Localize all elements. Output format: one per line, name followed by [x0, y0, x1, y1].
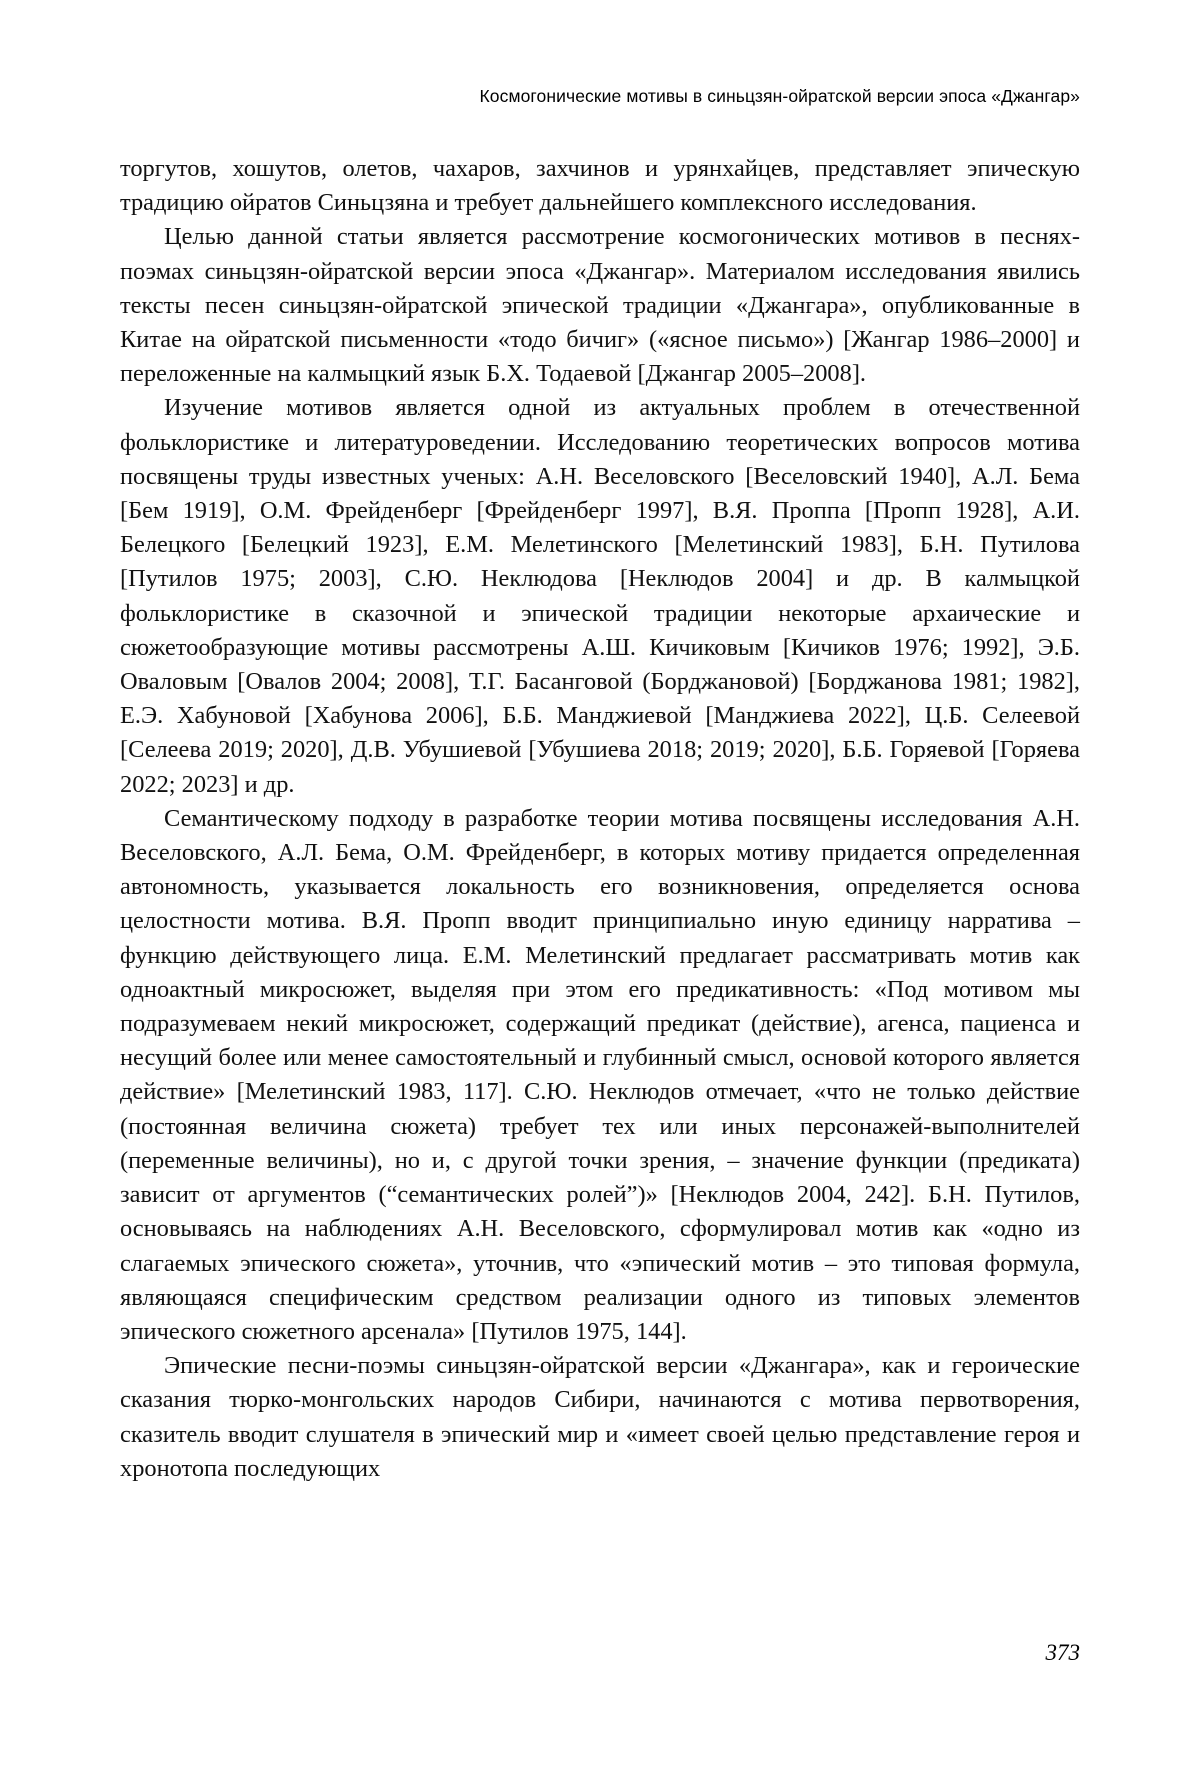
body-text — [120, 152, 1080, 1486]
paragraph: Целью данной статьи является рассмотрение космогонических мотивов в песнях-поэмах синьцзян-ойратской версии эпоса «Джангар». Материалом исследования явились тексты песен синьцзян-ойратской эпической традиции «Джангара», опубликованные в Китае на ойратской письменности «тодо бичиг» («ясное письмо») [Жангар 1986–2000] и переложенные на калмыцкий язык Б.Х. Тодаевой [Джангар 2005–2008]. — [120, 223, 1080, 388]
page-number: 373 — [1045, 1640, 1080, 1665]
paragraph: торгутов, хошутов, олетов, чахаров, захчинов и урянхайцев, представляет эпическую традицию ойратов Синьцзяна и требует дальнейшего комплексного исследования. — [120, 155, 1080, 217]
paragraph: Изучение мотивов является одной из актуальных проблем в отечественной фольклористике и литературоведении. Исследованию теоретических вопросов мотива посвящены труды известных ученых: А.Н. Веселовского [Веселовский 1940], А.Л. Бема [Бем 1919], О.М. Фрейденберг [Фрейденберг 1997], В.Я. Проппа [Пропп 1928], А.И. Белецкого [Белецкий 1923], Е.М. Мелетинского [Мелетинский 1983], Б.Н. Путилова [Путилов 1975; 2003], С.Ю. Неклюдова [Неклюдов 2004] и др. В калмыцкой фольклористике в сказочной и эпической традиции некоторые архаические и сюжетообразующие мотивы рассмотрены А.Ш. Кичиковым [Кичиков 1976; 1992], Э.Б. Оваловым [Овалов 2004; 2008], Т.Г. Басанговой (Борджановой) [Борджанова 1981; 1982], Е.Э. Хабуновой [Хабунова 2006], Б.Б. Манджиевой [Манджиева 2022], Ц.Б. Селеевой [Селеева 2019; 2020], Д.В. Убушиевой [Убушиева 2018; 2019; 2020], Б.Б. Горяевой [Горяева 2022; 2023] и др. — [120, 394, 1080, 798]
paragraph: Эпические песни-поэмы синьцзян-ойратской версии «Джангара», как и героические сказания тюрко-монгольских народов Сибири, начинаются с мотива первотворения, сказитель вводит слушателя в эпический мир и «имеет своей целью представление героя и хронотопа последующих — [120, 1352, 1080, 1482]
paragraph: Семантическому подходу в разработке теории мотива посвящены исследования А.Н. Веселовского, А.Л. Бема, О.М. Фрейденберг, в которых мотиву придается определенная автономность, указывается локальность его возникновения, определяется основа целостности мотива. В.Я. Пропп вводит принципиально иную единицу нарратива – функцию действующего лица. Е.М. Мелетинский предлагает рассматривать мотив как одноактный микросюжет, выделяя при этом его предикативность: «Под мотивом мы подразумеваем некий микросюжет, содержащий предикат (действие), агенса, пациенса и несущий более или менее самостоятельный и глубинный смысл, основой которого является действие» [Мелетинский 1983, 117]. С.Ю. Неклюдов отмечает, «что не только действие (постоянная величина сюжета) требует тех или иных персонажей-выполнителей (переменные величины), но и, с другой точки зрения, – значение функции (предиката) зависит от аргументов (“семантических ролей”)» [Неклюдов 2004, 242]. Б.Н. Путилов, основываясь на наблюдениях А.Н. Веселовского, сформулировал мотив как «одно из слагаемых эпического сюжета», уточнив, что «эпический мотив – это типовая формула, являющаяся специфическим средством реализации одного из типовых элементов эпического сюжетного арсенала» [Путилов 1975, 144]. — [120, 804, 1080, 1345]
running-head: Космогонические мотивы в синьцзян-ойратской версии эпоса «Джангар» — [479, 86, 1080, 106]
